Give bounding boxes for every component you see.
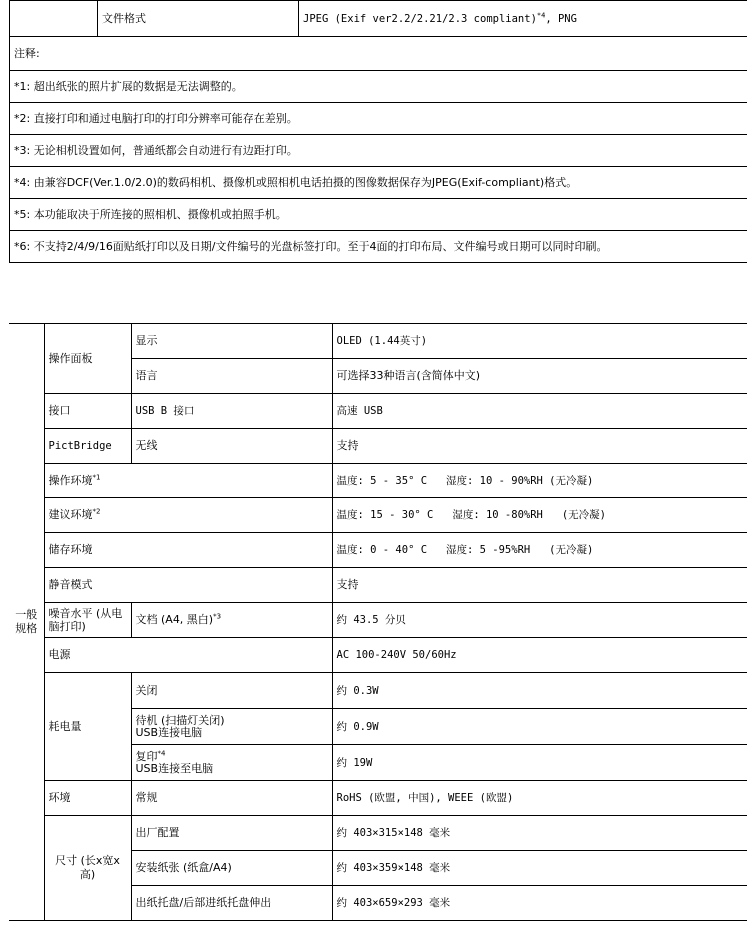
dim-paper-value: 约 403×359×148 毫米 (332, 851, 747, 886)
category-cell (9, 324, 44, 921)
language-value: 可选择33种语言(含简体中文) (332, 359, 747, 394)
operation-panel-label: 操作面板 (44, 324, 131, 394)
rec-env-label: 建议环境$^{*2}$ (44, 498, 332, 533)
empty-cell (10, 1, 98, 37)
dim-tray-value: 约 403×659×293 毫米 (332, 886, 747, 921)
note-row (10, 199, 747, 231)
silent-label: 静音模式 (44, 568, 332, 603)
note-2: *2: 直接打印和通过电脑打印的打印分辨率可能存在差别。 (10, 103, 747, 135)
note-row (10, 103, 747, 135)
note-row (10, 167, 747, 199)
op-env-value: 温度: 5 - 35° C 湿度: 10 - 90%RH (无冷凝) (332, 464, 747, 498)
spec-table-top (9, 0, 747, 263)
category-label: 一般 规格 (15, 608, 38, 635)
power-value: AC 100-240V 50/60Hz (332, 638, 747, 673)
consumption-label: 耗电量 (44, 673, 131, 781)
copy-label: 复印$^{*4}$ USB连接至电脑 (131, 745, 332, 781)
general-spec-table (9, 323, 747, 921)
dim-factory-label: 出厂配置 (131, 816, 332, 851)
interface-label: 接口 (44, 394, 131, 429)
environment-sub: 常规 (131, 781, 332, 816)
pictbridge-sub: 无线 (131, 429, 332, 464)
silent-value: 支持 (332, 568, 747, 603)
environment-value: RoHS (欧盟, 中国), WEEE (欧盟) (332, 781, 747, 816)
environment-label: 环境 (44, 781, 131, 816)
interface-value: 高速 USB (332, 394, 747, 429)
section-gap (9, 289, 747, 323)
display-label: 显示 (131, 324, 332, 359)
power-label: 电源 (44, 638, 332, 673)
note-row (10, 231, 747, 263)
standby-value: 约 0.9W (332, 709, 747, 745)
file-format-value: JPEG (Exif ver2.2/2.21/2.3 compliant)$^{*4}$, PNG (299, 1, 747, 37)
note-row (10, 71, 747, 103)
pictbridge-label: PictBridge (44, 429, 131, 464)
pictbridge-value: 支持 (332, 429, 747, 464)
op-env-label: 操作环境$^{*1}$ (44, 464, 332, 498)
interface-sub: USB B 接口 (131, 394, 332, 429)
noise-label: 噪音水平 (从电脑打印) (44, 603, 131, 638)
file-format-row (10, 1, 747, 37)
off-value: 约 0.3W (332, 673, 747, 709)
file-format-label: 文件格式 (98, 1, 299, 37)
note-row (10, 135, 747, 167)
storage-label: 储存环境 (44, 533, 332, 568)
note-6: *6: 不支持2/4/9/16面贴纸打印以及日期/文件编号的光盘标签打印。至于4面的打印布局、文件编号或日期可以同时印刷。 (10, 231, 747, 263)
note-4: *4: 由兼容DCF(Ver.1.0/2.0)的数码相机、摄像机或照相机电话拍摄的图像数据保存为JPEG(Exif-compliant)格式。 (10, 167, 747, 199)
display-value: OLED (1.44英寸) (332, 324, 747, 359)
note-1: *1: 超出纸张的照片扩展的数据是无法调整的。 (10, 71, 747, 103)
storage-value: 温度: 0 - 40° C 湿度: 5 -95%RH (无冷凝) (332, 533, 747, 568)
dim-tray-label: 出纸托盘/后部进纸托盘伸出 (131, 886, 332, 921)
dim-factory-value: 约 403×315×148 毫米 (332, 816, 747, 851)
standby-label: 待机 (扫描灯关闭) USB连接电脑 (131, 709, 332, 745)
noise-sub: 文档 (A4, 黑白)$^{*3}$ (131, 603, 332, 638)
note-5: *5: 本功能取决于所连接的照相机、摄像机或拍照手机。 (10, 199, 747, 231)
dim-paper-label: 安装纸张 (纸盒/A4) (131, 851, 332, 886)
notes-title-row (10, 37, 747, 71)
language-label: 语言 (131, 359, 332, 394)
off-label: 关闭 (131, 673, 332, 709)
notes-title: 注释: (10, 37, 747, 71)
dimensions-label: 尺寸 (长x宽x高) (44, 816, 131, 921)
rec-env-value: 温度: 15 - 30° C 湿度: 10 -80%RH (无冷凝) (332, 498, 747, 533)
copy-value: 约 19W (332, 745, 747, 781)
noise-value: 约 43.5 分贝 (332, 603, 747, 638)
note-3: *3: 无论相机设置如何，普通纸都会自动进行有边距打印。 (10, 135, 747, 167)
